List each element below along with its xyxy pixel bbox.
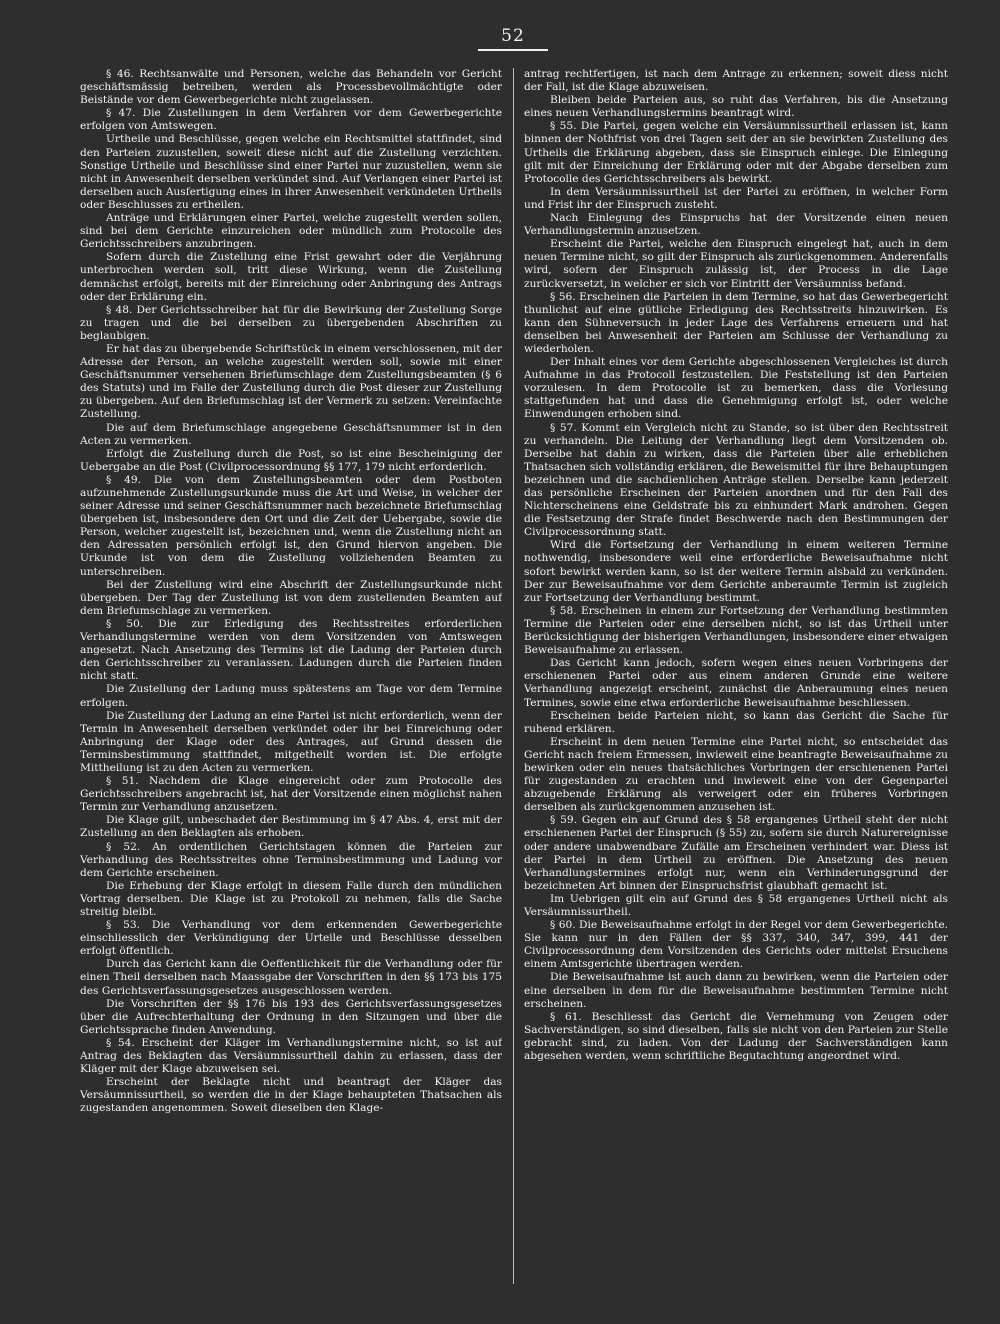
paragraph: Die Klage gilt, unbeschadet der Bestimmung im § 47 Abs. 4, erst mit der Zustellung an den Beklagten als erhoben. — [80, 814, 502, 840]
paragraph: § 54. Erscheint der Kläger im Verhandlungstermine nicht, so ist auf Antrag des Beklagten das Versäumnissurtheil dahin zu erlassen, dass der Kläger mit der Klage abzuweisen sei. — [80, 1036, 502, 1076]
paragraph: § 46. Rechtsanwälte und Personen, welche das Behandeln vor Gericht geschäftsmässig betreiben, werden als Processbevollmächtigte oder Beistände vor dem Gewerbegerichte nicht zugelassen. — [80, 68, 502, 107]
paragraph: Wird die Fortsetzung der Verhandlung in einem weiteren Termine nothwendig, insbesondere weil eine erforderliche Beweisaufnahme nicht sofort bewirkt werden kann, so ist der weitere Termin alsbald zu verkünden. Der zur Beweisaufnahme vor dem Gerichte anberaumte Termin ist zugleich zur Fortsetzung der Verhandlung bestimmt. — [524, 539, 948, 604]
paragraph: Erfolgt die Zustellung durch die Post, so ist eine Bescheinigung der Uebergabe an die Post (Civilprocessordnung §§ 177, 179 nicht erforderlich. — [80, 447, 502, 473]
paragraph: § 60. Die Beweisaufnahme erfolgt in der Regel vor dem Gewerbegerichte. Sie kann nur in den Fällen der §§ 337, 340, 347, 399, 441 der Civilprocessordnung dem Vorsitzenden des Gerichts oder mittelst Ersuchens einem Amtsgerichte übertragen werden. — [524, 919, 948, 971]
paragraph: Erscheint in dem neuen Termine eine Partei nicht, so entscheidet das Gericht nach freiem Ermessen, inwieweit eine beantragte Beweisaufnahme zu bewirken oder ein neues thatsächliches Vorbringen der erschienenen Partei für zugestanden zu erachten und inwieweit eine von der Gegenpartei abzugebende Erklärung als verweigert oder ein früheres Vorbringen derselben als zurückgenommen anzusehen ist. — [524, 735, 948, 814]
paragraph: Er hat das zu übergebende Schriftstück in einem verschlossenen, mit der Adresse der Person, an welche zugestellt werden soll, sowie mit einer Geschäftsnummer versehenen Briefumschlage dem Zustellungsbeamten (§ 6 des Statuts) und im Falle der Zustellung durch die Post dieser zur Zustellung zu übergeben. Auf den Briefumschlag ist der Vermerk zu setzen: Vereinfachte Zustellung. — [80, 342, 502, 421]
right-column — [524, 68, 948, 1288]
paragraph: Die Zustellung der Ladung an eine Partei ist nicht erforderlich, wenn der Termin in Anwesenheit derselben verkündet oder ihr bei Einreichung oder Anbringung der Klage oder des Antrages, auf Grund dessen die Terminsbestimmung stattfindet, mitgetheilt worden ist. Die erfolgte Mittheilung ist zu den Acten zu vermerken. — [80, 709, 502, 774]
paragraph: § 58. Erscheinen in einem zur Fortsetzung der Verhandlung bestimmten Termine die Parteien oder eine derselben nicht, so ist das Urtheil unter Berücksichtigung der bisherigen Verhandlungen, insbesondere einer etwaigen Beweisaufnahme zu erlassen. — [524, 604, 948, 657]
paragraph: Das Gericht kann jedoch, sofern wegen eines neuen Vorbringens der erschienenen Partei oder aus einem anderen Grunde eine weitere Verhandlung angezeigt erscheint, zunächst die Anberaumung eines neuen Termines, sowie eine etwa erforderliche Beweisaufnahme beschliessen. — [524, 657, 948, 709]
paragraph: Der Inhalt eines vor dem Gerichte abgeschlossenen Vergleiches ist durch Aufnahme in das Protocoll festzustellen. Die Feststellung ist den Parteien vorzulesen. In dem Protocolle ist zu bemerken, dass die Vorlesung stattgefunden hat und dass die Genehmigung erfolgt ist, oder welche Einwendungen erhoben sind. — [524, 356, 948, 421]
paragraph: § 55. Die Partei, gegen welche ein Versäumnissurtheil erlassen ist, kann binnen der Nothfrist von drei Tagen seit der an sie bewirkten Zustellung des Urtheils die Erklärung abgeben, dass sie Einspruch einlege. Die Einlegung gilt mit der Einreichung der Erklärung oder mit der Abgabe derselben zum Protocolle des Gerichtsschreibers als bewirkt. — [524, 120, 948, 185]
paragraph: Die auf dem Briefumschlage angegebene Geschäftsnummer ist in den Acten zu vermerken. — [80, 421, 502, 447]
paragraph: Im Uebrigen gilt ein auf Grund des § 58 ergangenes Urtheil nicht als Versäumnissurtheil. — [524, 892, 948, 918]
page-number-rule — [478, 49, 548, 51]
paragraph: Anträge und Erklärungen einer Partei, welche zugestellt werden sollen, sind bei dem Gerichte einzureichen oder mündlich zum Protocolle des Gerichtsschreibers anzubringen. — [80, 212, 502, 251]
paragraph: Die Zustellung der Ladung muss spätestens am Tage vor dem Termine erfolgen. — [80, 683, 502, 709]
paragraph: In dem Versäumnissurtheil ist der Partei zu eröffnen, in welcher Form und Frist ihr der Einspruch zusteht. — [524, 185, 948, 211]
paragraph: Die Beweisaufnahme ist auch dann zu bewirken, wenn die Parteien oder eine derselben in dem für die Beweisaufnahme bestimmten Termine nicht erscheinen. — [524, 971, 948, 1010]
paragraph: Erscheint die Partei, welche den Einspruch eingelegt hat, auch in dem neuen Termine nicht, so gilt der Einspruch als zurückgenommen. Anderenfalls wird, sofern der Einspruch zulässig ist, der Process in die Lage zurückversetzt, in welcher er sich vor Eintritt der Versäumniss befand. — [524, 238, 948, 290]
left-column — [80, 68, 502, 1288]
paragraph: § 52. An ordentlichen Gerichtstagen können die Parteien zur Verhandlung des Rechtsstreites ohne Terminsbestimmung und Ladung vor dem Gerichte erscheinen. — [80, 840, 502, 879]
paragraph: § 49. Die von dem Zustellungsbeamten oder dem Postboten aufzunehmende Zustellungsurkunde muss die Art und Weise, in welcher der seiner Adresse und seiner Geschäftsnummer nach bezeichnete Briefumschlag übergeben ist, insbesondere den Ort und die Zeit der Uebergabe, sowie die Person, welcher zugestellt ist, bezeichnen und, wenn die Zustellung nicht an den Adressaten persönlich erfolgt ist, den Grund hiervon angeben. Die Urkunde ist von dem die Zustellung vollziehenden Beamten zu unterschreiben. — [80, 473, 502, 578]
paragraph: § 51. Nachdem die Klage eingereicht oder zum Protocolle des Gerichtsschreibers angebracht ist, hat der Vorsitzende einen möglichst nahen Termin zur Verhandlung anzusetzen. — [80, 775, 502, 814]
paragraph: Bei der Zustellung wird eine Abschrift der Zustellungsurkunde nicht übergeben. Der Tag der Zustellung ist von dem zustellenden Beamten auf dem Briefumschlage zu vermerken. — [80, 578, 502, 617]
paragraph: Urtheile und Beschlüsse, gegen welche ein Rechtsmittel stattfindet, sind den Parteien zuzustellen, soweit diese nicht auf die Zustellung verzichten. Sonstige Urtheile und Beschlüsse sind einer Partei nur zuzustellen, wenn sie nicht in Anwesenheit derselben verkündet sind. Auf Verlangen einer Partei ist derselben auch Ausfertigung eines in ihrer Anwesenheit verkündeten Urtheils oder Beschlusses zu ertheilen. — [80, 133, 502, 211]
paragraph: Bleiben beide Parteien aus, so ruht das Verfahren, bis die Ansetzung eines neuen Verhandlungstermins beantragt wird. — [524, 94, 948, 120]
paragraph: § 57. Kommt ein Vergleich nicht zu Stande, so ist über den Rechtsstreit zu verhandeln. Die Leitung der Verhandlung liegt dem Vorsitzenden ob. Derselbe hat dahin zu wirken, dass die Parteien über alle erheblichen Thatsachen sich vollständig erklären, die Beweismittel für ihre Behauptungen bezeichnen und die sachdienlichen Anträge stellen. Derselbe kann jederzeit das persönliche Erscheinen der Parteien anordnen und für den Fall des Nichterscheinens eine Geldstrafe bis zu einhundert Mark androhen. Gegen die Festsetzung der Strafe findet Beschwerde nach den Bestimmungen der Civilprocessordnung statt. — [524, 421, 948, 539]
paragraph: Nach Einlegung des Einspruchs hat der Vorsitzende einen neuen Verhandlungstermin anzusetzen. — [524, 212, 948, 238]
paragraph: § 48. Der Gerichtsschreiber hat für die Bewirkung der Zustellung Sorge zu tragen und die bei derselben zu übergebenden Abschriften zu beglaubigen. — [80, 303, 502, 342]
paragraph: § 47. Die Zustellungen in dem Verfahren vor dem Gewerbegerichte erfolgen von Amtswegen. — [80, 107, 502, 133]
paragraph: Durch das Gericht kann die Oeffentlichkeit für die Verhandlung oder für einen Theil derselben nach Maassgabe der Vorschriften in den §§ 173 bis 175 des Gerichtsverfassungsgesetzes ausgeschlossen werden. — [80, 958, 502, 997]
paragraph: Erscheinen beide Parteien nicht, so kann das Gericht die Sache für ruhend erklären. — [524, 709, 948, 735]
paragraph: § 61. Beschliesst das Gericht die Vernehmung von Zeugen oder Sachverständigen, so sind dieselben, falls sie nicht von den Parteien zur Stelle gebracht sind, zu laden. Von der Ladung der Sachverständigen kann abgesehen werden, wenn schriftliche Begutachtung angeordnet wird. — [524, 1010, 948, 1063]
paragraph: antrag rechtfertigen, ist nach dem Antrage zu erkennen; soweit diess nicht der Fall, ist die Klage abzuweisen. — [524, 68, 948, 94]
page-number: 52 — [501, 26, 525, 46]
paragraph: § 59. Gegen ein auf Grund des § 58 ergangenes Urtheil steht der nicht erschienenen Partei der Einspruch (§ 55) zu, sofern sie durch Naturereignisse oder andere unabwendbare Zufälle am Erscheinen verhindert war. Diess ist der Partei in dem Urtheil zu eröffnen. Die Ansetzung des neuen Verhandlungstermines erfolgt nur, wenn ein Verhinderungsgrund der bezeichneten Art binnen der Einspruchsfrist glaubhaft gemacht ist. — [524, 814, 948, 892]
column-divider — [513, 68, 514, 1284]
paragraph: Sofern durch die Zustellung eine Frist gewahrt oder die Verjährung unterbrochen werden soll, tritt diese Wirkung, wenn die Zustellung demnächst erfolgt, bereits mit der Einreichung oder Anbringung des Antrags oder der Erklärung ein. — [80, 251, 502, 303]
paragraph: § 53. Die Verhandlung vor dem erkennenden Gewerbegerichte einschliesslich der Verkündigung der Urteile und Beschlüsse desselben erfolgt öffentlich. — [80, 919, 502, 958]
paragraph: Die Vorschriften der §§ 176 bis 193 des Gerichtsverfassungsgesetzes über die Aufrechterhaltung der Ordnung in den Sitzungen und über die Gerichtssprache finden Anwendung. — [80, 997, 502, 1036]
paragraph: § 56. Erscheinen die Parteien in dem Termine, so hat das Gewerbegericht thunlichst auf eine gütliche Erledigung des Rechtsstreits hinzuwirken. Es kann den Sühneversuch in jeder Lage des Verfahrens erneuern und hat denselben bei Anwesenheit der Parteien am Schlusse der Verhandlung zu wiederholen. — [524, 290, 948, 355]
paragraph: § 50. Die zur Erledigung des Rechtsstreites erforderlichen Verhandlungstermine werden von dem Vorsitzenden von Amtswegen angesetzt. Nach Ansetzung des Termins ist die Ladung der Parteien durch den Gerichtsschreiber zu veranlassen. Ladungen durch die Parteien finden nicht statt. — [80, 617, 502, 683]
paragraph: Erscheint der Beklagte nicht und beantragt der Kläger das Versäumnissurtheil, so werden die in der Klage behaupteten Thatsachen als zugestanden angenommen. Soweit dieselben den Klage- — [80, 1076, 502, 1115]
paragraph: Die Erhebung der Klage erfolgt in diesem Falle durch den mündlichen Vortrag derselben. Die Klage ist zu Protokoll zu nehmen, falls die Sache streitig bleibt. — [80, 879, 502, 918]
